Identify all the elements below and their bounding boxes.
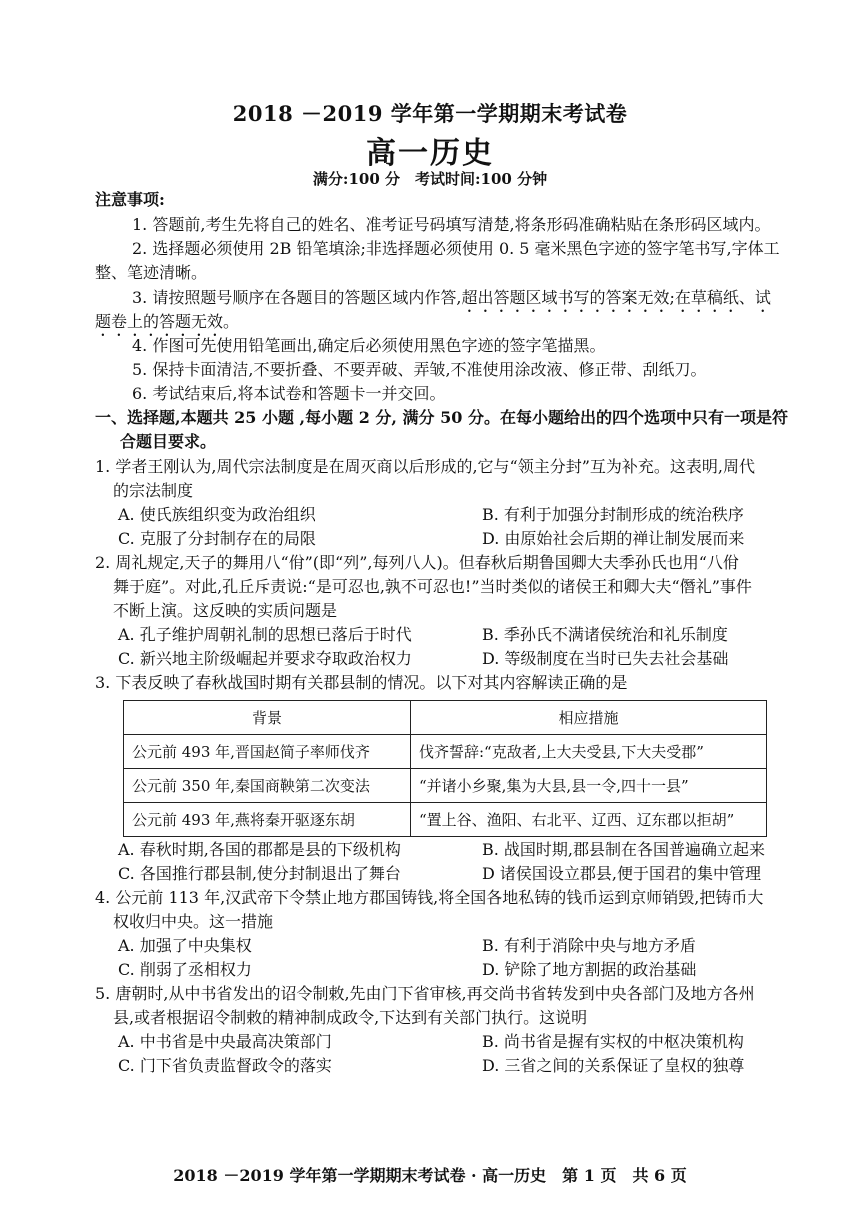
exam-title: 2018 －2019 学年第一学期期末考试卷 — [232, 101, 628, 126]
subject-title: 高一历史 — [366, 136, 494, 171]
q5-stem-cont: 县,或者根据诏令制敕的精神制成政令,下达到有关部门执行。这说明 — [113, 1008, 588, 1027]
q4-option-b: B. 有利于消除中央与地方矛盾 — [482, 936, 696, 955]
table-cell: 公元前 350 年,秦国商鞅第二次变法 — [124, 769, 411, 803]
notice-heading: 注意事项: — [95, 190, 165, 209]
table-header-measures: 相应措施 — [411, 701, 767, 735]
q1-option-a: A. 使氏族组织变为政治组织 — [118, 505, 316, 524]
table-cell: “置上谷、渔阳、右北平、辽西、辽东郡以拒胡” — [411, 803, 767, 837]
table-row — [124, 803, 767, 837]
q4-option-c: C. 削弱了丞相权力 — [118, 960, 252, 979]
notice-item-3-emphasis: 超出答题区域书写的答案无效;在草稿纸、试 — [461, 288, 771, 307]
table-header-background: 背景 — [124, 701, 411, 735]
notice-item-2: 2. 选择题必须使用 2B 铅笔填涂;非选择题必须使用 0. 5 毫米黑色字迹的签字笔书写,字体工 — [132, 239, 780, 258]
q3-option-d: D 诸侯国设立郡县,便于国君的集中管理 — [482, 864, 762, 883]
section-heading-cont: 合题目要求。 — [120, 432, 217, 451]
q5-option-b: B. 尚书省是握有实权的中枢决策机构 — [482, 1032, 744, 1051]
q2-option-c: C. 新兴地主阶级崛起并要求夺取政治权力 — [118, 649, 412, 668]
table-cell: 公元前 493 年,晋国赵简子率师伐齐 — [124, 735, 411, 769]
q1-option-c: C. 克服了分封制存在的局限 — [118, 529, 316, 548]
page-footer: 2018 －2019 学年第一学期期末考试卷 · 高一历史 第 1 页 共 6 页 — [173, 1166, 687, 1185]
q2-stem-cont-1: 舞于庭”。对此,孔丘斥责说:“是可忍也,孰不可忍也!”当时类似的诸侯王和卿大夫“僭礼”事件 — [113, 577, 752, 596]
q5-option-c: C. 门下省负责监督政令的落实 — [118, 1056, 332, 1075]
table-cell: “并诸小乡聚,集为大县,县一令,四十一县” — [411, 769, 767, 803]
q5-option-a: A. 中书省是中央最高决策部门 — [118, 1032, 332, 1051]
q4-stem-cont: 权收归中央。这一措施 — [113, 912, 274, 931]
score-time-line: 满分:100 分 考试时间:100 分钟 — [312, 170, 548, 188]
table-cell: 伐齐誓辞:“克敌者,上大夫受县,下大夫受郡” — [411, 735, 767, 769]
notice-item-1: 1. 答题前,考生先将自己的姓名、准考证号码填写清楚,将条形码准确粘贴在条形码区域内。 — [132, 215, 771, 234]
q2-option-b: B. 季孙氏不满诸侯统治和礼乐制度 — [482, 625, 728, 644]
notice-item-4: 4. 作图可先使用铅笔画出,确定后必须使用黑色字迹的签字笔描黑。 — [132, 336, 606, 355]
q3-table — [123, 700, 767, 837]
notice-item-3-text: 3. 请按照题号顺序在各题目的答题区域内作答, — [132, 288, 462, 307]
table-row — [124, 769, 767, 803]
q3-option-a: A. 春秋时期,各国的郡都是县的下级机构 — [118, 840, 401, 859]
q1-option-b: B. 有利于加强分封制形成的统治秩序 — [482, 505, 744, 524]
q1-stem-cont: 的宗法制度 — [113, 481, 194, 500]
q3-option-c: C. 各国推行郡县制,使分封制退出了舞台 — [118, 864, 401, 883]
q5-option-d: D. 三省之间的关系保证了皇权的独尊 — [482, 1056, 745, 1075]
table-header-row — [124, 701, 767, 735]
q2-stem: 2. 周礼规定,天子的舞用八“佾”(即“列”,每列八人)。但春秋后期鲁国卿大夫季孙氏也用“八佾 — [95, 553, 739, 572]
q3-stem: 3. 下表反映了春秋战国时期有关郡县制的情况。以下对其内容解读正确的是 — [95, 673, 628, 692]
q3-option-b: B. 战国时期,郡县制在各国普遍确立起来 — [482, 840, 766, 859]
notice-item-5: 5. 保持卡面清洁,不要折叠、不要弄破、弄皱,不准使用涂改液、修正带、刮纸刀。 — [132, 360, 707, 379]
q5-stem: 5. 唐朝时,从中书省发出的诏令制敕,先由门下省审核,再交尚书省转发到中央各部门及地方各州 — [95, 984, 755, 1003]
q2-option-d: D. 等级制度在当时已失去社会基础 — [482, 649, 729, 668]
notice-item-2-cont: 整、笔迹清晰。 — [95, 263, 208, 282]
q2-option-a: A. 孔子维护周朝礼制的思想已落后于时代 — [118, 625, 412, 644]
table-row — [124, 735, 767, 769]
section-heading: 一、选择题,本题共 25 小题 ,每小题 2 分, 满分 50 分。在每小题给出的四个选项中只有一项是符 — [95, 408, 788, 427]
q4-option-d: D. 铲除了地方割据的政治基础 — [482, 960, 697, 979]
q1-option-d: D. 由原始社会后期的禅让制发展而来 — [482, 529, 745, 548]
notice-item-3-cont: 题卷上的答题无效。 — [95, 312, 240, 331]
q4-option-a: A. 加强了中央集权 — [118, 936, 252, 955]
q2-stem-cont-2: 不断上演。这反映的实质问题是 — [113, 601, 338, 620]
q4-stem: 4. 公元前 113 年,汉武帝下令禁止地方郡国铸钱,将全国各地私铸的钱币运到京师销毁,把铸币大 — [95, 888, 764, 907]
table-cell: 公元前 493 年,燕将秦开驱逐东胡 — [124, 803, 411, 837]
q1-stem: 1. 学者王刚认为,周代宗法制度是在周灭商以后形成的,它与“领主分封”互为补充。这表明,周代 — [95, 457, 755, 476]
notice-item-6: 6. 考试结束后,将本试卷和答题卡一并交回。 — [132, 384, 446, 403]
